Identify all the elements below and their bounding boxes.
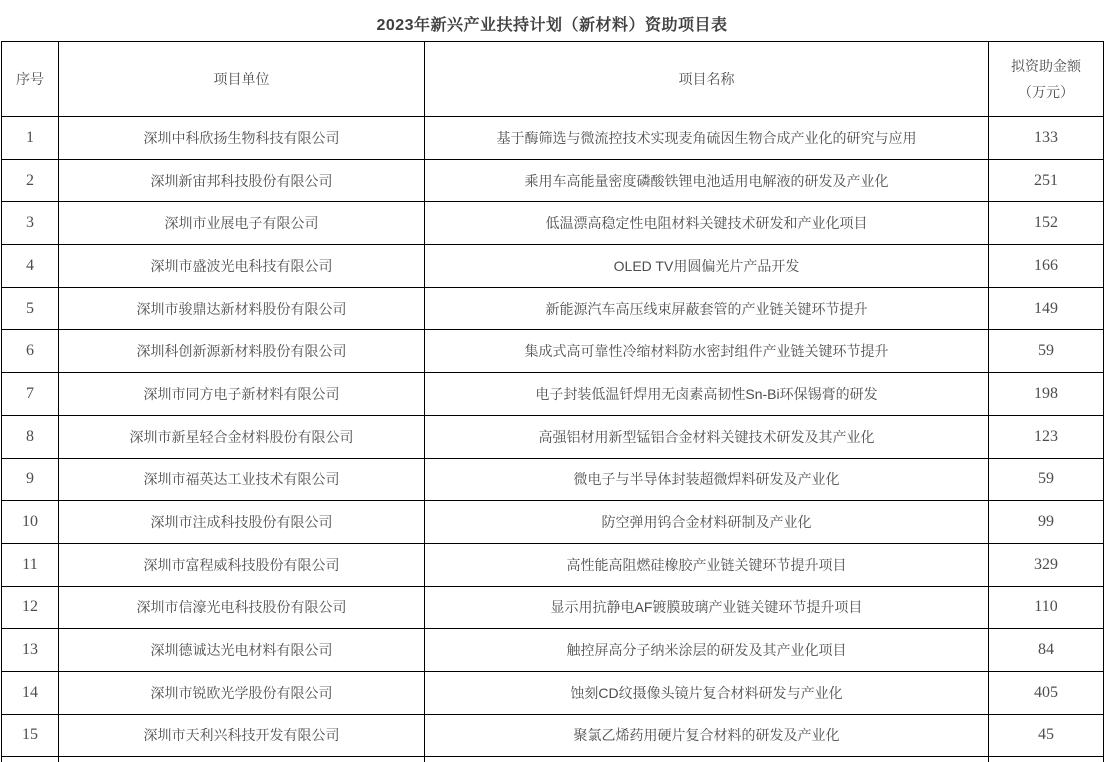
table-header bbox=[2, 42, 1104, 117]
cell-no: 9 bbox=[2, 458, 59, 501]
cell-amount: 133 bbox=[989, 117, 1104, 160]
table-row bbox=[2, 501, 1104, 544]
table-row bbox=[2, 287, 1104, 330]
table-row bbox=[2, 117, 1104, 160]
cell-amount: 45 bbox=[989, 714, 1104, 757]
cell-unit: 深圳市业展电子有限公司 bbox=[59, 202, 425, 245]
table-row bbox=[2, 629, 1104, 672]
cell-unit: 深圳市锐欧光学股份有限公司 bbox=[59, 671, 425, 714]
cell-no: 15 bbox=[2, 714, 59, 757]
cell-amount: 84 bbox=[989, 629, 1104, 672]
cell-amount: 59 bbox=[989, 330, 1104, 373]
cell-amount: 99 bbox=[989, 501, 1104, 544]
cell-amount bbox=[989, 757, 1104, 762]
cell-project: 电子封装低温钎焊用无卤素高韧性Sn-Bi环保锡膏的研发 bbox=[425, 373, 989, 416]
cell-amount: 123 bbox=[989, 415, 1104, 458]
cell-amount: 152 bbox=[989, 202, 1104, 245]
cell-project: 高性能高阻燃硅橡胶产业链关键环节提升项目 bbox=[425, 543, 989, 586]
cell-unit: 深圳中科欣扬生物科技有限公司 bbox=[59, 117, 425, 160]
cell-amount: 166 bbox=[989, 245, 1104, 288]
col-header-unit: 项目单位 bbox=[59, 42, 425, 117]
cell-no: 8 bbox=[2, 415, 59, 458]
cell-project: OLED TV用圆偏光片产品开发 bbox=[425, 245, 989, 288]
cell-unit: 深圳市盛波光电科技有限公司 bbox=[59, 245, 425, 288]
cell-amount: 329 bbox=[989, 543, 1104, 586]
cell-unit: 深圳科创新源新材料股份有限公司 bbox=[59, 330, 425, 373]
col-header-amount-line1: 拟资助金额 bbox=[1011, 58, 1081, 74]
table-row-partial bbox=[2, 757, 1104, 762]
cell-unit: 深圳市福英达工业技术有限公司 bbox=[59, 458, 425, 501]
cell-no: 1 bbox=[2, 117, 59, 160]
funding-table bbox=[1, 41, 1104, 762]
cell-unit: 深圳市新星轻合金材料股份有限公司 bbox=[59, 415, 425, 458]
table-row bbox=[2, 671, 1104, 714]
table-row bbox=[2, 714, 1104, 757]
cell-no: 2 bbox=[2, 159, 59, 202]
cell-no: 12 bbox=[2, 586, 59, 629]
table-row bbox=[2, 373, 1104, 416]
col-header-no: 序号 bbox=[2, 42, 59, 117]
cell-amount: 198 bbox=[989, 373, 1104, 416]
table-row bbox=[2, 543, 1104, 586]
page-title: 2023年新兴产业扶持计划（新材料）资助项目表 bbox=[376, 16, 728, 34]
cell-no: 10 bbox=[2, 501, 59, 544]
col-header-amount bbox=[989, 42, 1104, 117]
table-row bbox=[2, 458, 1104, 501]
cell-no: 11 bbox=[2, 543, 59, 586]
table-row bbox=[2, 202, 1104, 245]
cell-amount: 405 bbox=[989, 671, 1104, 714]
col-header-amount-line2: （万元） bbox=[1018, 84, 1074, 100]
cell-unit: 深圳市骏鼎达新材料股份有限公司 bbox=[59, 287, 425, 330]
cell-no: 4 bbox=[2, 245, 59, 288]
cell-unit: 深圳新宙邦科技股份有限公司 bbox=[59, 159, 425, 202]
cell-project: 显示用抗静电AF镀膜玻璃产业链关键环节提升项目 bbox=[425, 586, 989, 629]
cell-no bbox=[2, 757, 59, 762]
cell-no: 13 bbox=[2, 629, 59, 672]
cell-project: 蚀刻CD纹摄像头镜片复合材料研发与产业化 bbox=[425, 671, 989, 714]
cell-project: 乘用车高能量密度磷酸铁锂电池适用电解液的研发及产业化 bbox=[425, 159, 989, 202]
cell-project: 集成式高可靠性冷缩材料防水密封组件产业链关键环节提升 bbox=[425, 330, 989, 373]
cell-project: 高强铝材用新型锰铝合金材料关键技术研发及其产业化 bbox=[425, 415, 989, 458]
cell-no: 3 bbox=[2, 202, 59, 245]
table-row bbox=[2, 586, 1104, 629]
cell-no: 6 bbox=[2, 330, 59, 373]
table-header-row bbox=[2, 42, 1104, 117]
table-body bbox=[2, 117, 1104, 762]
cell-project: 微电子与半导体封装超微焊料研发及产业化 bbox=[425, 458, 989, 501]
cell-amount: 251 bbox=[989, 159, 1104, 202]
cell-unit: 深圳市同方电子新材料有限公司 bbox=[59, 373, 425, 416]
cell-unit: 深圳德诚达光电材料有限公司 bbox=[59, 629, 425, 672]
table-row bbox=[2, 245, 1104, 288]
table-row bbox=[2, 330, 1104, 373]
cell-project: 新能源汽车高压线束屏蔽套管的产业链关键环节提升 bbox=[425, 287, 989, 330]
cell-project: 基于酶筛选与微流控技术实现麦角硫因生物合成产业化的研究与应用 bbox=[425, 117, 989, 160]
table-row bbox=[2, 159, 1104, 202]
cell-amount: 59 bbox=[989, 458, 1104, 501]
col-header-project: 项目名称 bbox=[425, 42, 989, 117]
title-bar bbox=[0, 0, 1104, 41]
cell-unit: 深圳市天利兴科技开发有限公司 bbox=[59, 714, 425, 757]
cell-project: 触控屏高分子纳米涂层的研发及其产业化项目 bbox=[425, 629, 989, 672]
cell-project: 低温漂高稳定性电阻材料关键技术研发和产业化项目 bbox=[425, 202, 989, 245]
cell-no: 5 bbox=[2, 287, 59, 330]
cell-amount: 110 bbox=[989, 586, 1104, 629]
cell-unit: 深圳市信濠光电科技股份有限公司 bbox=[59, 586, 425, 629]
table-row bbox=[2, 415, 1104, 458]
cell-unit: 深圳市富程威科技股份有限公司 bbox=[59, 543, 425, 586]
cell-unit: 深圳市注成科技股份有限公司 bbox=[59, 501, 425, 544]
cell-no: 7 bbox=[2, 373, 59, 416]
cell-project: 防空弹用钨合金材料研制及产业化 bbox=[425, 501, 989, 544]
cell-amount: 149 bbox=[989, 287, 1104, 330]
cell-no: 14 bbox=[2, 671, 59, 714]
cell-unit bbox=[59, 757, 425, 762]
cell-project bbox=[425, 757, 989, 762]
cell-project: 聚氯乙烯药用硬片复合材料的研发及产业化 bbox=[425, 714, 989, 757]
